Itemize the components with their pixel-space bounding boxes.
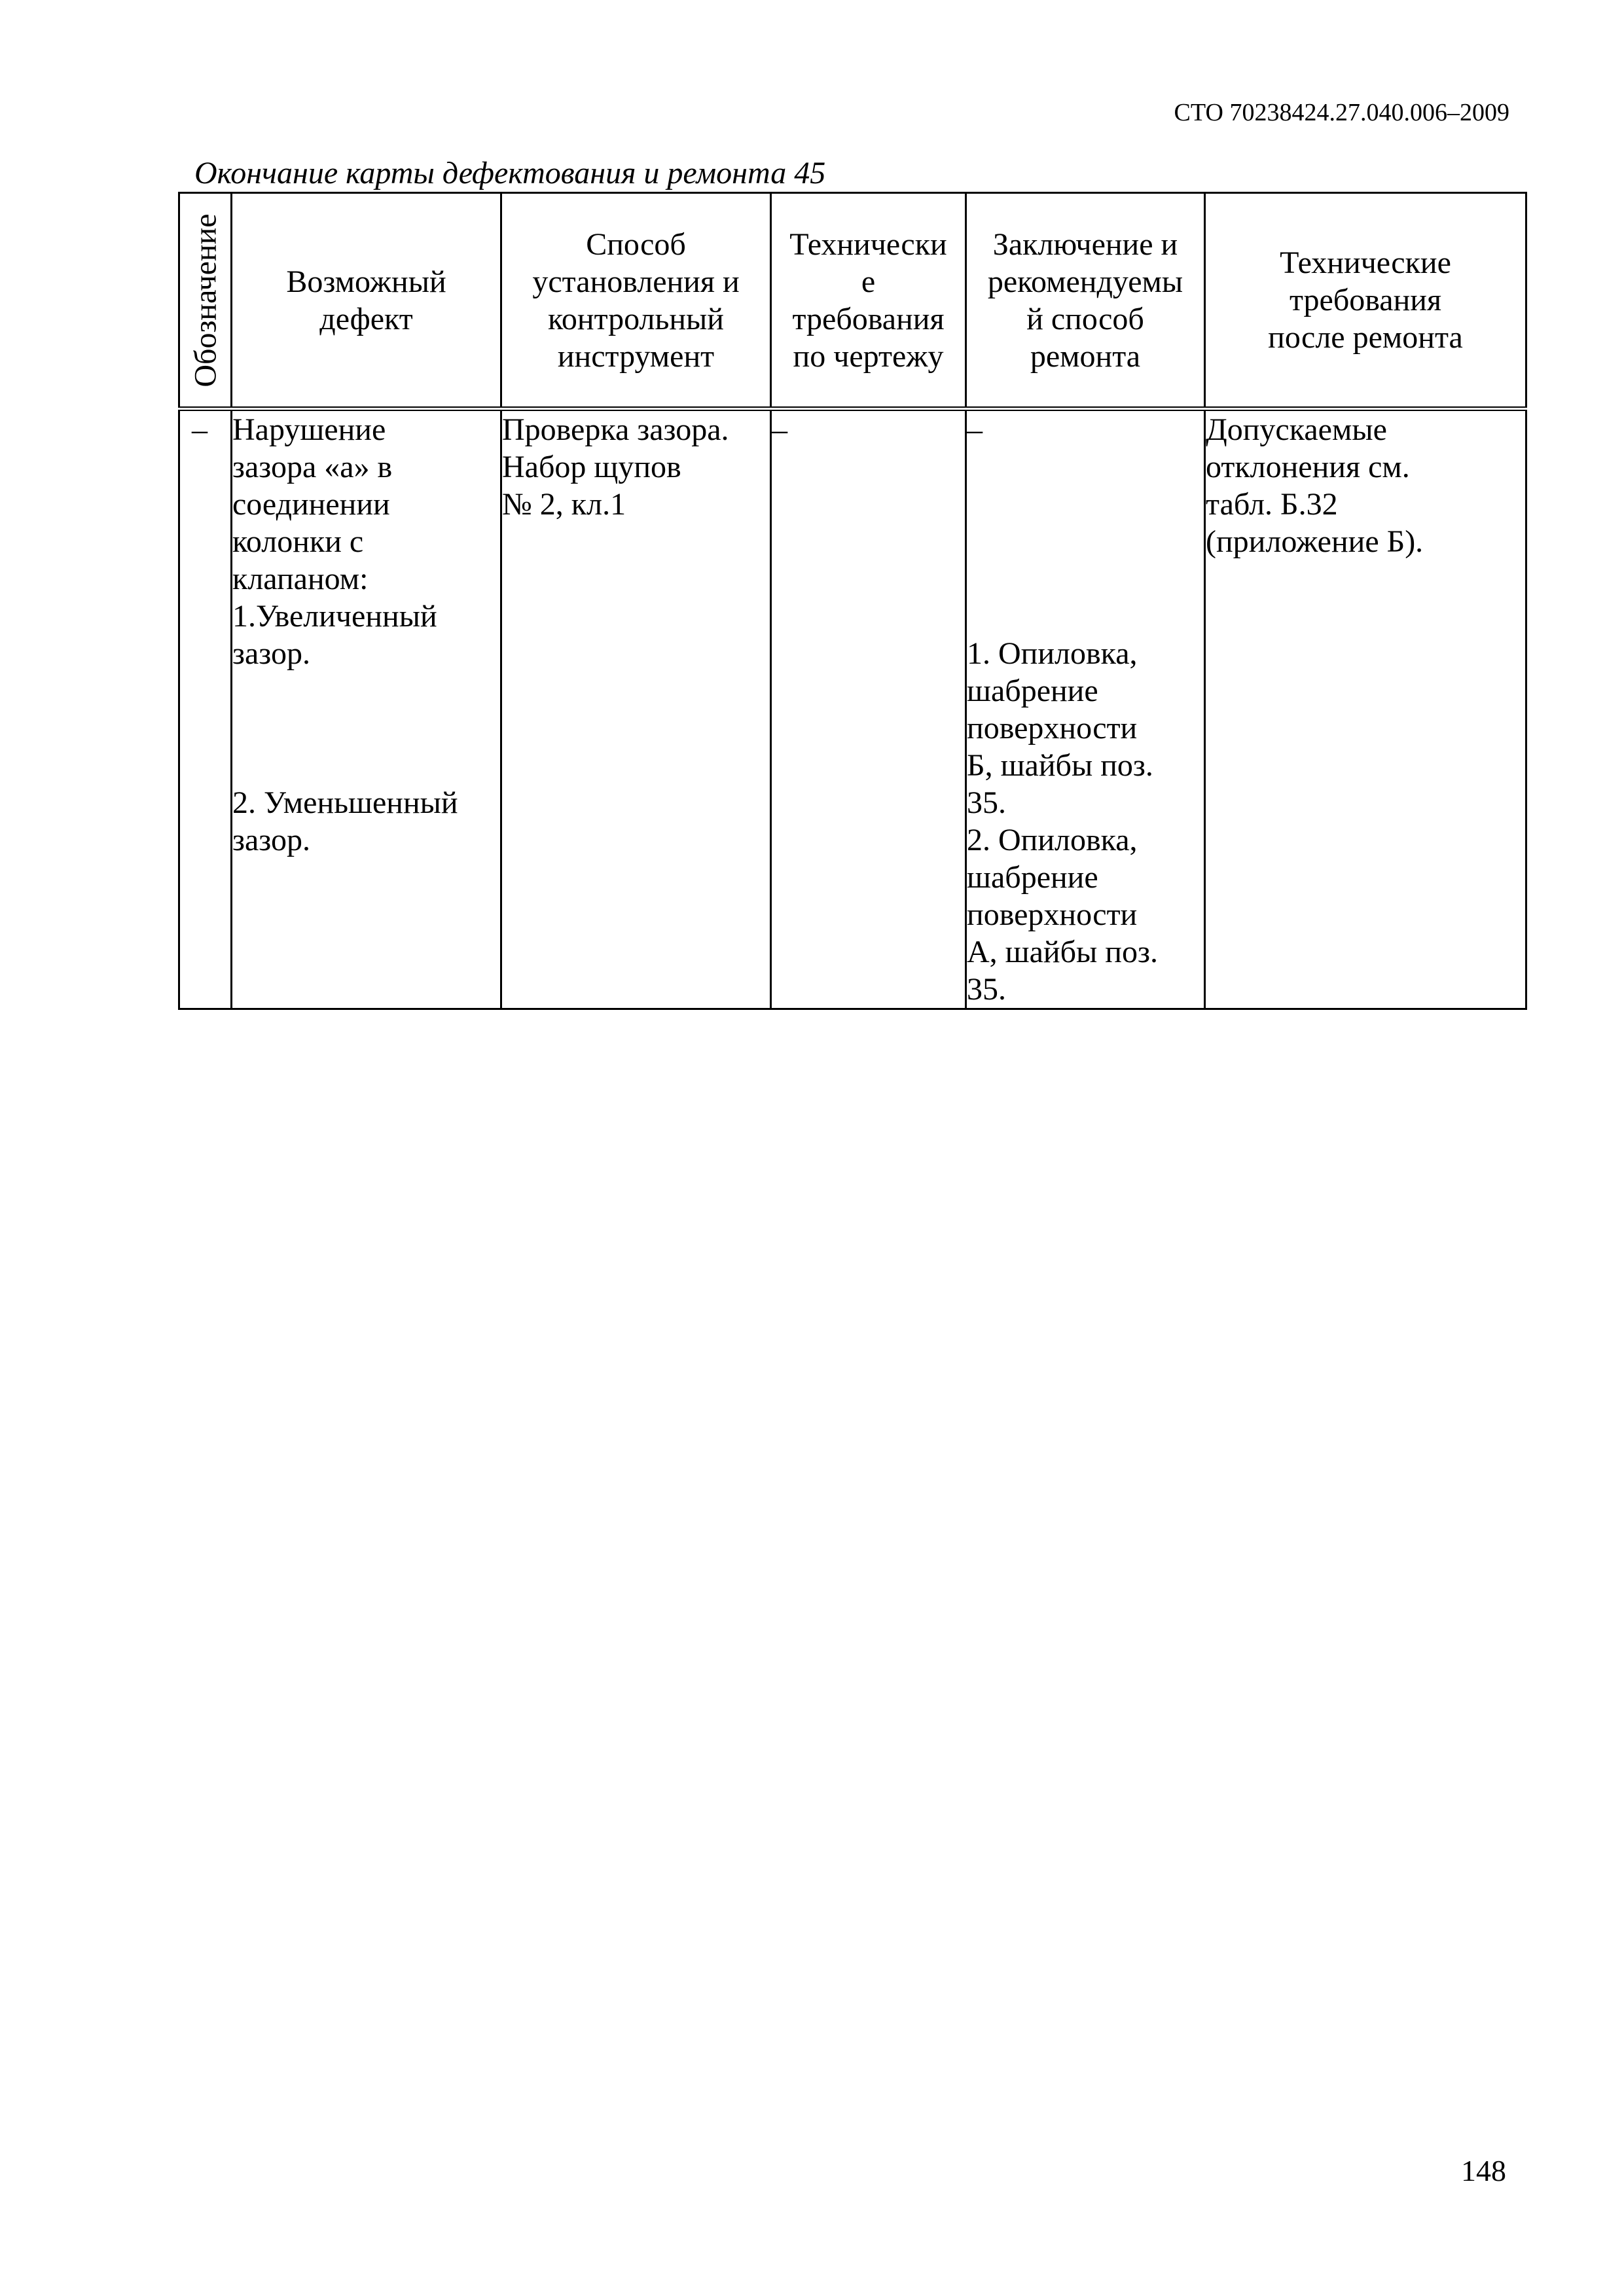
conclusion-item-1: 35. bbox=[967, 785, 1006, 820]
defect-repair-table bbox=[178, 192, 1527, 1010]
conclusion-item-1: поверхности bbox=[967, 711, 1138, 745]
page-number: 148 bbox=[1461, 2154, 1506, 2187]
header-method-line: Способ bbox=[586, 226, 686, 262]
after-repair-line: табл. Б.32 bbox=[1206, 487, 1338, 522]
header-method-line: инструмент bbox=[557, 338, 715, 374]
header-conclusion-line: ремонта bbox=[1030, 338, 1141, 374]
cell-after-repair bbox=[1205, 409, 1526, 1009]
conclusion-dash: – bbox=[967, 412, 983, 447]
header-conclusion-line: рекомендуемы bbox=[987, 264, 1183, 299]
header-tech-req-line: требования bbox=[792, 301, 945, 336]
header-designation-label: Обозначение bbox=[188, 213, 223, 387]
defect-line: колонки с bbox=[232, 524, 364, 559]
header-tech-req-line: е bbox=[861, 264, 876, 299]
conclusion-item-2: 35. bbox=[967, 972, 1006, 1007]
cell-designation bbox=[179, 409, 232, 1009]
table-header-row bbox=[179, 193, 1526, 409]
designation-value: – bbox=[192, 412, 208, 447]
spacer bbox=[967, 448, 1204, 635]
after-repair-line: (приложение Б). bbox=[1206, 524, 1424, 559]
after-repair-line: Допускаемые bbox=[1206, 412, 1387, 447]
tech-req-value: – bbox=[772, 412, 787, 447]
document-code: СТО 70238424.27.040.006–2009 bbox=[1174, 99, 1509, 126]
conclusion-item-1: шабрение bbox=[967, 673, 1098, 708]
header-tech-req-line: по чертежу bbox=[793, 338, 944, 374]
conclusion-item-2: 2. Опиловка, bbox=[967, 823, 1138, 857]
defect-line: Нарушение bbox=[232, 412, 386, 447]
conclusion-item-1: 1. Опиловка, bbox=[967, 636, 1138, 671]
cell-tech-req bbox=[771, 409, 966, 1009]
defect-item-1: 1.Увеличенный bbox=[232, 599, 437, 634]
spacer bbox=[232, 672, 500, 784]
after-repair-line: отклонения см. bbox=[1206, 450, 1410, 484]
header-after-repair-line: Технические bbox=[1280, 245, 1451, 280]
header-designation bbox=[179, 193, 232, 409]
defect-line: соединении bbox=[232, 487, 390, 522]
conclusion-item-2: шабрение bbox=[967, 860, 1098, 895]
header-after-repair-line: требования bbox=[1289, 283, 1442, 317]
header-defect bbox=[232, 193, 501, 409]
header-after-repair bbox=[1205, 193, 1526, 409]
header-defect-line: дефект bbox=[319, 301, 413, 336]
conclusion-item-1: Б, шайбы поз. bbox=[967, 748, 1153, 783]
table-row bbox=[179, 409, 1526, 1009]
defect-item-2: 2. Уменьшенный bbox=[232, 785, 458, 820]
header-defect-line: Возможный bbox=[286, 264, 446, 299]
cell-defect bbox=[232, 409, 501, 1009]
defect-item-2: зазор. bbox=[232, 823, 310, 857]
header-method-line: контрольный bbox=[548, 301, 724, 336]
header-method-line: установления и bbox=[532, 264, 740, 299]
cell-conclusion bbox=[966, 409, 1205, 1009]
method-line: Набор щупов bbox=[502, 450, 681, 484]
conclusion-item-2: А, шайбы поз. bbox=[967, 935, 1158, 969]
method-line: Проверка зазора. bbox=[502, 412, 729, 447]
defect-line: зазора «а» в bbox=[232, 450, 393, 484]
conclusion-item-2: поверхности bbox=[967, 897, 1138, 932]
header-tech-req-line: Технически bbox=[789, 226, 947, 262]
header-conclusion bbox=[966, 193, 1205, 409]
header-conclusion-line: й способ bbox=[1026, 301, 1144, 336]
defect-item-1: зазор. bbox=[232, 636, 310, 671]
header-conclusion-line: Заключение и bbox=[992, 226, 1178, 262]
cell-method bbox=[501, 409, 771, 1009]
header-after-repair-line: после ремонта bbox=[1268, 320, 1463, 355]
header-method bbox=[501, 193, 771, 409]
method-line: № 2, кл.1 bbox=[502, 487, 626, 522]
table-caption: Окончание карты дефектования и ремонта 45 bbox=[194, 156, 826, 190]
defect-line: клапаном: bbox=[232, 562, 369, 596]
header-tech-req bbox=[771, 193, 966, 409]
